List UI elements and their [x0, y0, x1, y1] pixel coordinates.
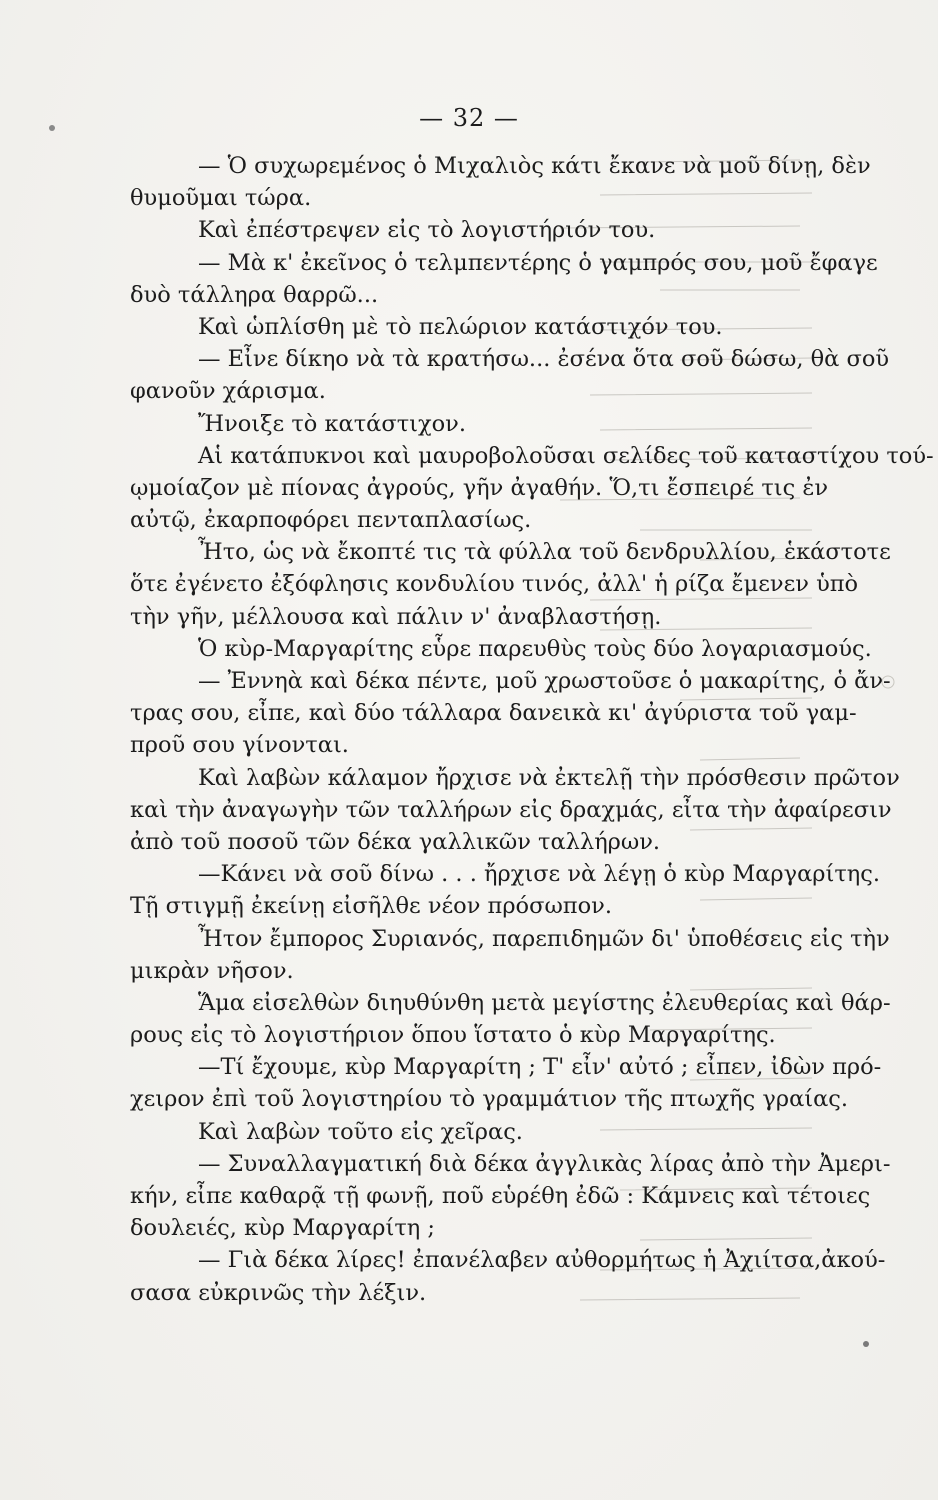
text-line: — Συναλλαγματική διὰ δέκα ἀγγλικὰς λίρας ἀπὸ τὴν Ἀμερι-	[198, 1150, 891, 1177]
text-line: θυμοῦμαι τώρα.	[130, 185, 312, 212]
text-line: ὅτε ἐγένετο ἐξόφλησις κονδυλίου τινός, ἀλλ' ἡ ρίζα ἔμενεν ὑπὸ	[130, 571, 859, 598]
text-line: Αἱ κατάπυκνοι καὶ μαυροβολοῦσαι σελίδες τοῦ καταστίχου τού-	[198, 442, 934, 469]
text-line: Ὁ κὺρ-Μαργαρίτης εὗρε παρευθὺς τοὺς δύο λογαριασμούς.	[198, 635, 872, 662]
text-line: Καὶ λαβὼν τοῦτο εἰς χεῖρας.	[198, 1118, 523, 1145]
text-body	[130, 150, 934, 1309]
text-line: ῳμοίαζον μὲ πίονας ἀγρούς, γῆν ἀγαθήν. Ὅ,τι ἔσπειρέ τις ἐν	[130, 474, 829, 501]
text-line: μικρὰν νῆσον.	[130, 957, 294, 984]
text-line: Ἦτον ἔμπορος Συριανός, παρεπιδημῶν δι' ὑποθέσεις εἰς τὴν	[198, 925, 890, 952]
text-line: —Κάνει νὰ σοῦ δίνω . . . ἤρχισε νὰ λέγῃ ὁ κὺρ Μαργαρίτης.	[198, 861, 881, 888]
text-line: προῦ σου γίνονται.	[130, 732, 349, 759]
text-line: δουλειές, κὺρ Μαργαρίτη ;	[130, 1215, 436, 1242]
text-line: Καὶ ὡπλίσθη μὲ τὸ πελώριον κατάστιχόν του.	[198, 313, 723, 340]
text-line: δυὸ τάλληρα θαρρῶ...	[130, 281, 379, 308]
text-line: Ἤνοιξε τὸ κατάστιχον.	[198, 410, 467, 437]
text-line: τρας σου, εἶπε, καὶ δύο τάλλαρα δανεικὰ κι' ἀγύριστα τοῦ γαμ-	[130, 700, 857, 727]
text-line: Τῇ στιγμῇ ἐκείνῃ εἰσῆλθε νέον πρόσωπον.	[130, 893, 612, 920]
text-line: κήν, εἶπε καθαρᾷ τῇ φωνῇ, ποῦ εὑρέθη ἐδῶ : Κάμνεις καὶ τέτοιες	[130, 1183, 871, 1209]
text-line: φανοῦν χάρισμα.	[130, 378, 326, 405]
text-line: σασα εὐκρινῶς τὴν λέξιν.	[130, 1279, 427, 1306]
text-line: — Γιὰ δέκα λίρες! ἐπανέλαβεν αὐθορμήτως ἡ Ἀχιίτσα,ἀκού-	[198, 1247, 886, 1274]
text-line: — Ἐννηὰ καὶ δέκα πέντε, μοῦ χρωστοῦσε ὁ μακαρίτης, ὁ ἄν-	[198, 668, 891, 694]
text-line: καὶ τὴν ἀναγωγὴν τῶν ταλλήρων εἰς δραχμάς, εἶτα τὴν ἀφαίρεσιν	[130, 796, 892, 823]
text-line: — Ὁ συχωρεμένος ὁ Μιχαλιὸς κάτι ἔκανε νὰ μοῦ δίνῃ, δὲν	[198, 153, 871, 179]
text-line: Καὶ λαβὼν κάλαμον ἤρχισε νὰ ἐκτελῇ τὴν πρόσθεσιν πρῶτον	[198, 764, 900, 791]
text-line: —Τί ἔχουμε, κὺρ Μαργαρίτη ; Τ' εἶν' αὐτό ; εἶπεν, ἰδὼν πρό-	[198, 1054, 882, 1081]
text-line: τὴν γῆν, μέλλουσα καὶ πάλιν ν' ἀναβλαστήσῃ.	[130, 603, 662, 630]
text-line: — Εἶνε δίκηο νὰ τὰ κρατήσω... ἐσένα ὅτα σοῦ δώσω, θὰ σοῦ	[198, 346, 890, 373]
text-line: Καὶ ἐπέστρεψεν εἰς τὸ λογιστήριόν του.	[198, 217, 656, 244]
text-line: αὐτῷ, ἐκαρποφόρει πενταπλασίως.	[130, 507, 532, 534]
text-line: Ἦτο, ὡς νὰ ἔκοπτέ τις τὰ φύλλα τοῦ δενδρυλλίου, ἑκάστοτε	[198, 539, 891, 566]
text-line: — Μὰ κ' ἐκεῖνος ὁ τελμπεντέρης ὁ γαμπρός σου, μοῦ ἔφαγε	[198, 249, 878, 276]
text-line: Ἅμα εἰσελθὼν διηυθύνθη μετὰ μεγίστης ἐλευθερίας καὶ θάρ-	[198, 989, 891, 1016]
text-line: ἀπὸ τοῦ ποσοῦ τῶν δέκα γαλλικῶν ταλλήρων.	[130, 828, 661, 855]
text-line: ρους εἰς τὸ λογιστήριον ὅπου ἵστατο ὁ κὺρ Μαργαρίτης.	[130, 1022, 776, 1049]
text-line: χειρον ἐπὶ τοῦ λογιστηρίου τὸ γραμμάτιον τῆς πτωχῆς γραίας.	[130, 1086, 849, 1113]
page-number: — 32 —	[419, 104, 519, 132]
